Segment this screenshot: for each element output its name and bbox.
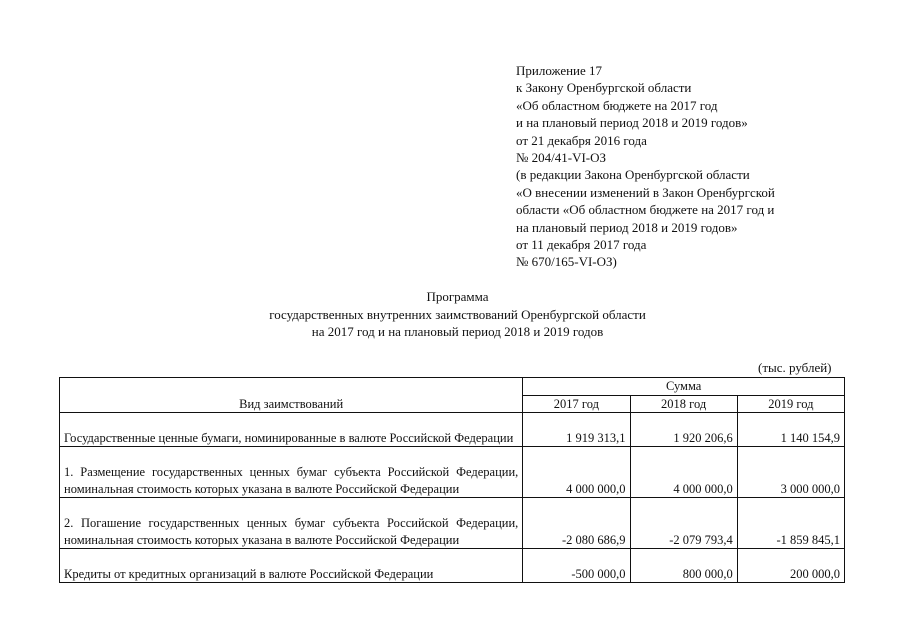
appendix-block	[516, 62, 775, 271]
row-value: -1 859 845,1	[737, 498, 844, 549]
table-header-row	[60, 378, 845, 396]
appendix-line: и на плановый период 2018 и 2019 годов»	[516, 115, 748, 131]
table-row	[60, 413, 845, 447]
appendix-line: к Закону Оренбургской области	[516, 80, 692, 96]
appendix-line: области «Об областном бюджете на 2017 год и	[516, 202, 775, 218]
appendix-line: № 204/41-VI-ОЗ	[516, 150, 607, 166]
header-kind: Вид заимствований	[60, 378, 523, 413]
row-value: 1 919 313,1	[523, 413, 630, 447]
row-kind: 2. Погашение государственных ценных бумаг субъекта Российской Федерации, номинальная стоимость которых указана в валюте Российской Федерации	[60, 498, 523, 549]
row-value: 800 000,0	[630, 549, 737, 583]
program-title	[0, 288, 905, 341]
header-year: 2019 год	[737, 395, 844, 413]
appendix-line: на плановый период 2018 и 2019 годов»	[516, 219, 738, 235]
appendix-line: от 21 декабря 2016 года	[516, 132, 647, 148]
appendix-line: от 11 декабря 2017 года	[516, 237, 647, 253]
header-year: 2017 год	[523, 395, 630, 413]
title-line: на 2017 год и на плановый период 2018 и 2019 годов	[311, 324, 604, 339]
row-value: 3 000 000,0	[737, 447, 844, 498]
row-kind: 1. Размещение государственных ценных бумаг субъекта Российской Федерации, номинальная стоимость которых указана в валюте Российской Федерации	[60, 447, 523, 498]
table-row	[60, 447, 845, 498]
appendix-line: «О внесении изменений в Закон Оренбургской	[516, 184, 775, 200]
table-row	[60, 498, 845, 549]
borrowings-table	[59, 377, 845, 583]
units-note: (тыс. рублей)	[758, 360, 832, 375]
row-value: -2 079 793,4	[630, 498, 737, 549]
row-value: 4 000 000,0	[630, 447, 737, 498]
row-value: 4 000 000,0	[523, 447, 630, 498]
row-value: 1 140 154,9	[737, 413, 844, 447]
appendix-line: № 670/165-VI-ОЗ)	[516, 254, 617, 270]
title-line: государственных внутренних заимствований Оренбургской области	[269, 306, 646, 322]
row-value: -2 080 686,9	[523, 498, 630, 549]
row-kind: Государственные ценные бумаги, номинированные в валюте Российской Федерации	[60, 413, 523, 447]
header-sum: Сумма	[523, 378, 845, 396]
table-row	[60, 549, 845, 583]
title-line: Программа	[426, 289, 489, 304]
appendix-line: (в редакции Закона Оренбургской области	[516, 167, 750, 183]
appendix-line: «Об областном бюджете на 2017 год	[516, 97, 718, 113]
appendix-line: Приложение 17	[516, 63, 603, 78]
header-year: 2018 год	[630, 395, 737, 413]
row-kind: Кредиты от кредитных организаций в валюте Российской Федерации	[60, 549, 523, 583]
row-value: 200 000,0	[737, 549, 844, 583]
row-value: -500 000,0	[523, 549, 630, 583]
row-value: 1 920 206,6	[630, 413, 737, 447]
